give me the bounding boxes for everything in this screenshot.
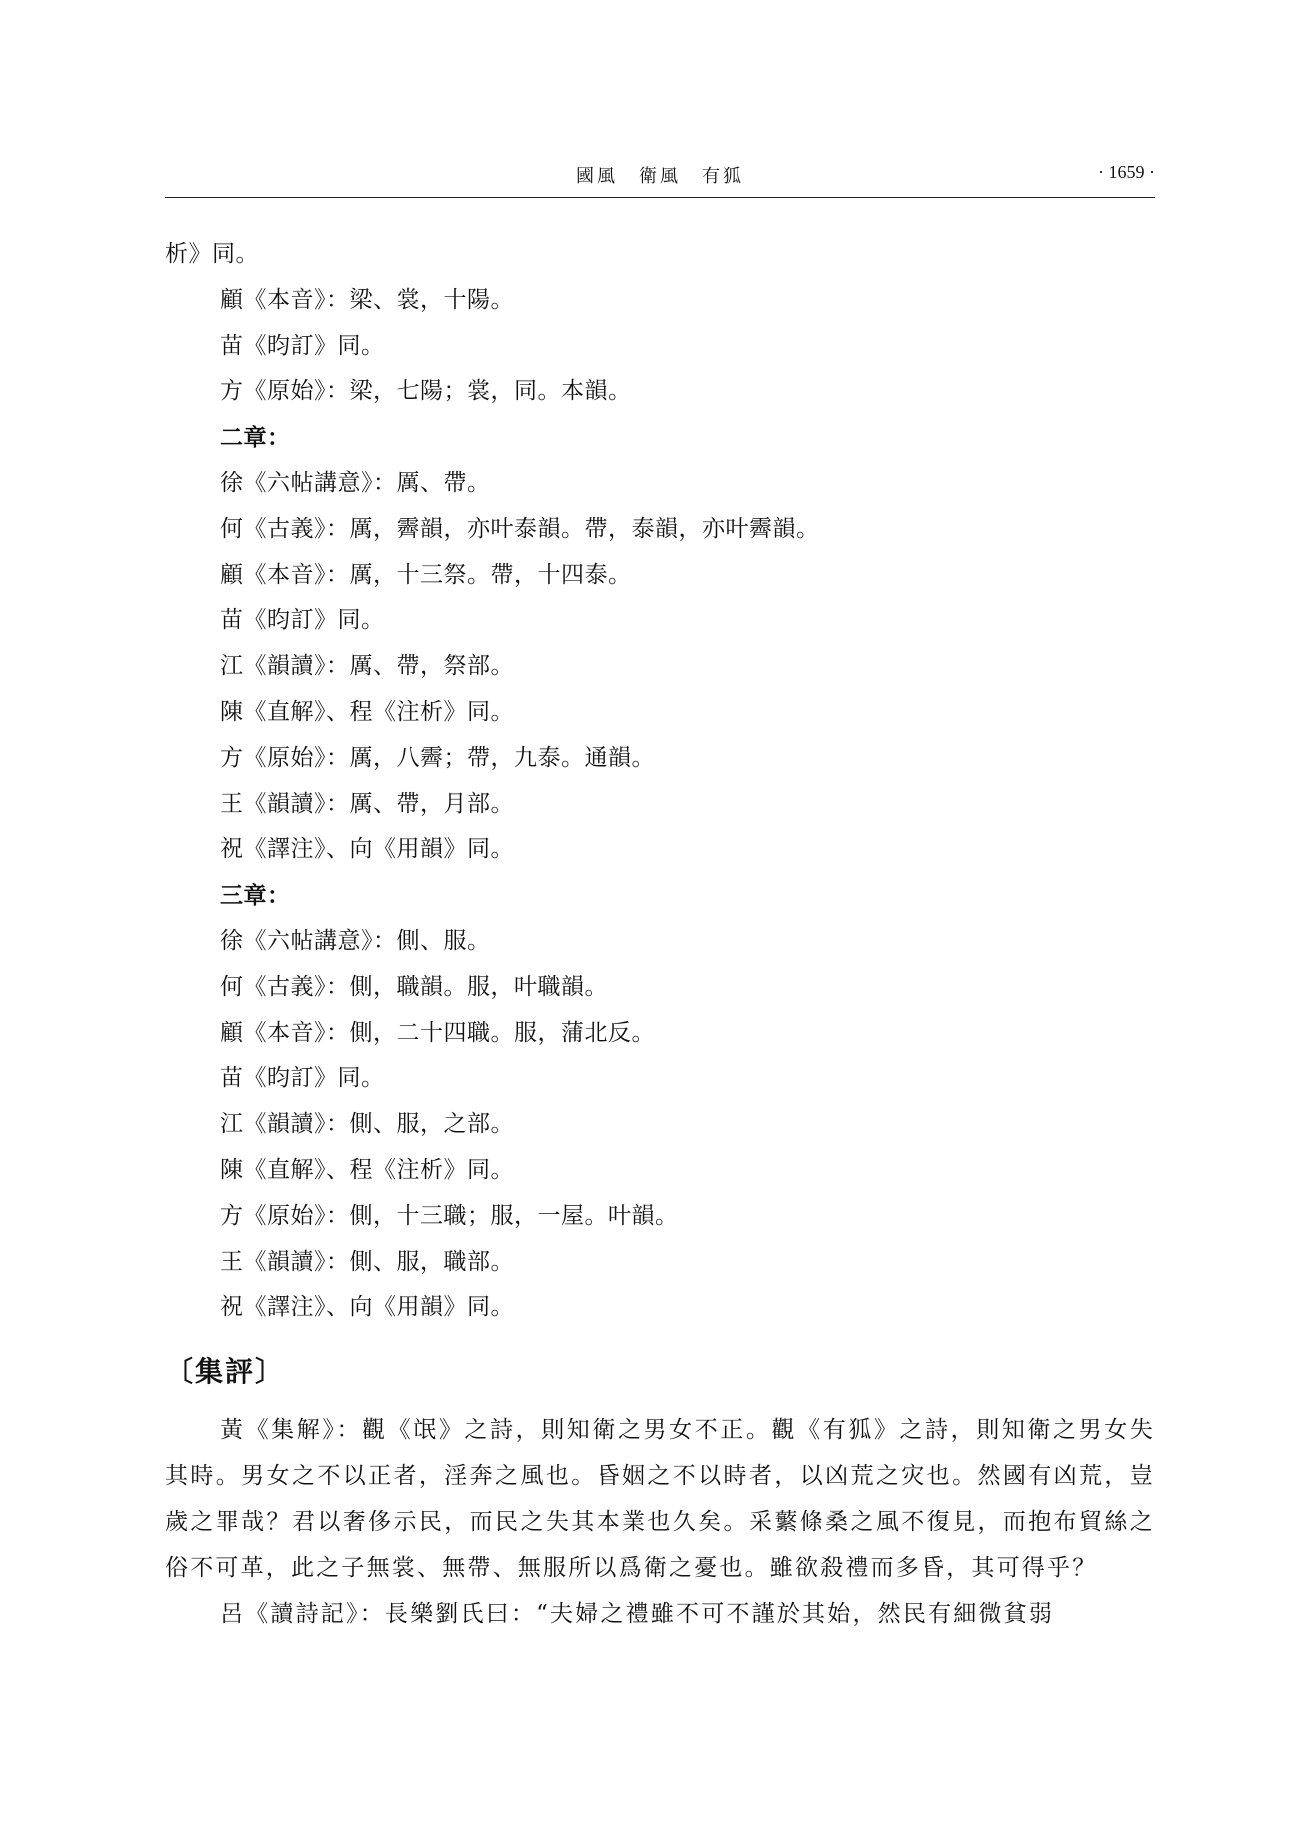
commentary-body	[165, 1407, 1155, 1637]
chapter-heading: 三章：	[220, 882, 291, 910]
text-line: 顧《本音》：厲，十三祭。帶，十四泰。	[220, 561, 632, 588]
running-header	[165, 158, 1155, 198]
text-line: 徐《六帖講意》：側、服。	[220, 927, 491, 954]
text-line: 顧《本音》：梁、裳，十陽。	[220, 286, 514, 313]
text-line: 析》同。	[165, 241, 259, 267]
section-title: 〔集評〕	[165, 1355, 286, 1389]
text-line: 方《原始》：梁，七陽；裳，同。本韻。	[220, 378, 632, 405]
text-line: 苗《昀訂》同。	[220, 1065, 385, 1092]
chapter-heading: 二章：	[220, 424, 291, 452]
text-line: 苗《昀訂》同。	[220, 607, 385, 634]
text-line: 徐《六帖講意》：厲、帶。	[220, 469, 491, 496]
commentary-paragraph: 黃《集解》：觀《氓》之詩，則知衛之男女不正。觀《有狐》之詩，則知衛之男女失其時。男女之不以正者，淫奔之風也。昏姻之不以時者，以凶荒之灾也。然國有凶荒，豈歲之罪哉？君以奢侈示民，而民之失其本業也久矣。采蘩條桑之風不復見，而抱布貿絲之俗不可革，此之子無裳、無帶、無服所以爲衛之憂也。雖欲殺禮而多昏，其可得乎？	[165, 1417, 1155, 1582]
page-body	[165, 232, 1155, 1637]
header-rule	[165, 197, 1155, 198]
text-line: 祝《譯注》、向《用韻》同。	[220, 836, 514, 863]
text-line: 江《韻讀》：厲、帶，祭部。	[220, 653, 514, 680]
text-line: 顧《本音》：側，二十四職。服，蒲北反。	[220, 1019, 655, 1046]
text-line: 何《古義》：厲，霽韻，亦叶泰韻。帶，泰韻，亦叶霽韻。	[220, 515, 820, 542]
text-line: 江《韻讀》：側、服，之部。	[220, 1111, 514, 1138]
text-line: 何《古義》：側，職韻。服，叶職韻。	[220, 973, 608, 1000]
text-line: 方《原始》：側，十三職；服，一屋。叶韻。	[220, 1202, 679, 1229]
text-line: 苗《昀訂》同。	[220, 332, 385, 359]
text-line: 王《韻讀》：厲、帶，月部。	[220, 790, 514, 817]
text-line: 王《韻讀》：側、服，職部。	[220, 1248, 514, 1275]
text-line: 陳《直解》、程《注析》同。	[220, 1156, 514, 1183]
running-title: 國風 衛風 有狐	[576, 166, 744, 187]
page-number: · 1659 ·	[1098, 162, 1155, 182]
commentary-paragraph: 呂《讀詩記》：長樂劉氏曰：“夫婦之禮雖不可不謹於其始，然民有細微貧弱	[220, 1601, 1055, 1628]
text-line: 祝《譯注》、向《用韻》同。	[220, 1294, 514, 1321]
text-line: 陳《直解》、程《注析》同。	[220, 698, 514, 725]
text-line: 方《原始》：厲，八霽；帶，九泰。通韻。	[220, 744, 655, 771]
